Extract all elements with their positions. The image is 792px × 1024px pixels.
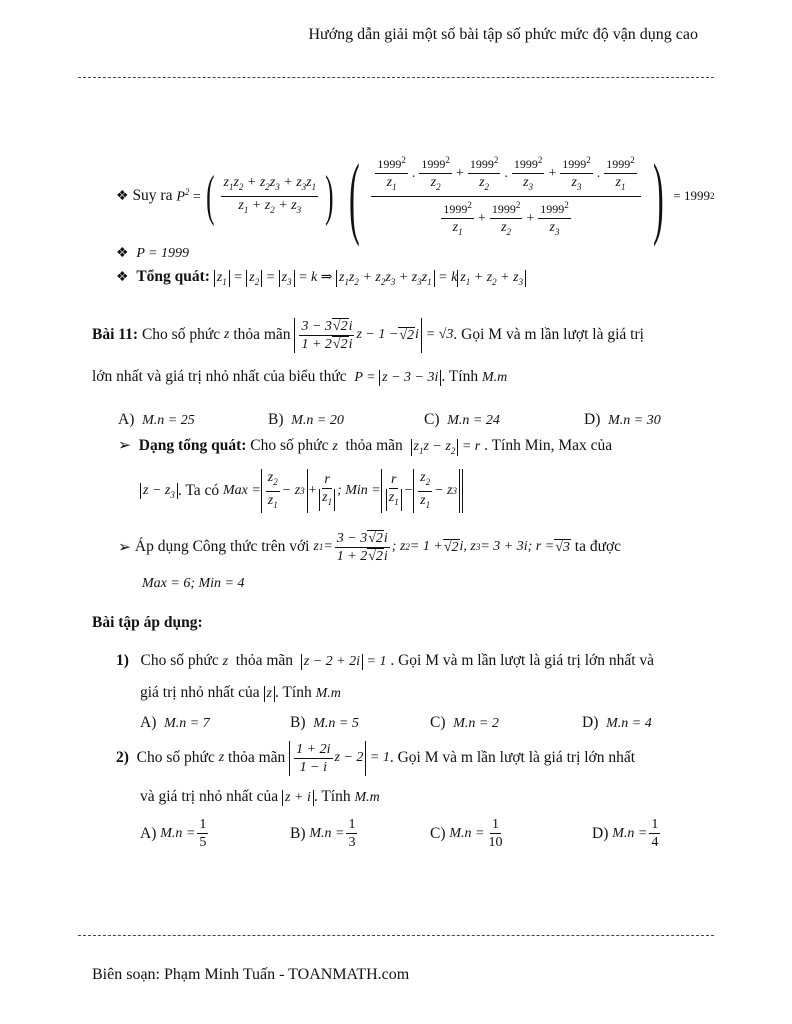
- bai11-answer-c: C) M.n = 24: [424, 411, 500, 428]
- dang-tong-quat-line1: ➢ Dạng tổng quát: Cho số phức z thỏa mãn $z_1z - z_2 = r$ . Tính Min, Max của: [118, 437, 613, 456]
- p-value-text: P = 1999: [136, 246, 190, 261]
- dang-result: Max = 6; Min = 4: [142, 576, 245, 591]
- bullet-tong-quat: [116, 268, 526, 287]
- diamond-bullet-icon: ❖: [116, 246, 129, 261]
- tong-quat-formula: $z_1 = z_2 = z_3 = k$ ⇒ $z_1z_2 + z_2z_3 + z_3z_1 = k$ $z_1 + z_2 + z_3$: [214, 270, 526, 285]
- bai11-condition: $\frac{3 - 3√2i}{1 + 2√2i}$ z − 1 − √2 i: [294, 318, 421, 353]
- bai11-line2: lớn nhất và giá trị nhỏ nhất của biểu thức P = z − 3 − 3i . Tính M.m: [92, 368, 508, 385]
- diamond-bullet-icon: ❖: [116, 270, 129, 285]
- bullet-suy-ra: ❖ Suy ra $P^2$ = ( $\frac{z_1z_2 + z_2z_3 + z_3z_1}{z_1 + z_2 + z_3}$ ) ( $\frac{1999^2}{z_1}$ . $\frac{1999^2}{z_2}$ + $\frac{1999^2}{z_2}$ . $\frac{1999^2}{z_3}$ + $\frac{1999^2}{z_3}$ . $\frac{1999^2}{z_1}$ $\frac{1999^2}{z_1}$ + $\frac{1999^2}{z_2}$ + $\frac{1999^2}{z_3}$ ) = 1999 2: [116, 145, 715, 247]
- exercise-2-condition: $\frac{1 + 2i}{1 - i}$ z − 2: [289, 741, 366, 776]
- bai11-text: thỏa mãn: [233, 326, 291, 343]
- dang-apply-line: ➢ Áp dụng Công thức trên với z 1 = $\frac{3 - 3√2i}{1 + 2√2i}$ ; z 2 = 1 + √2 i, z 3 = 3 + 3i; r = √3 ta được: [118, 530, 622, 564]
- formula-first-fraction: $\frac{z_1z_2 + z_2z_3 + z_3z_1}{z_1 + z_2 + z_3}$: [223, 174, 317, 215]
- exercise-1-answer-b: B) M.n = 5: [290, 714, 359, 731]
- suy-ra-label: Suy ra: [132, 187, 173, 204]
- exercise-2-answer-c: C) M.n = $\frac{1}{10}$: [430, 817, 503, 850]
- exercise-1-answer-a: A) M.n = 7: [140, 714, 210, 731]
- exercise-1-condition: z − 2 + 2i: [301, 654, 363, 670]
- exercise-1-line2: giá trị nhỏ nhất của z . Tính M.m: [140, 684, 341, 701]
- bullet-p-value: [116, 244, 189, 262]
- bai11-text: . Gọi M và m lần lượt là giá trị: [453, 326, 644, 343]
- bai11-answer-a: A) M.n = 25: [118, 411, 195, 428]
- exercise-2-answer-b: B) M.n = $\frac{1}{3}$: [290, 817, 356, 850]
- tong-quat-label: Tổng quát:: [136, 268, 210, 285]
- header-divider: [78, 77, 714, 78]
- arrow-bullet-icon: ➢: [118, 437, 131, 454]
- bai11-answer-b: B) M.n = 20: [268, 411, 344, 428]
- formula-second-fraction: $\frac{1999^2}{z_1}$ . $\frac{1999^2}{z_2}$ + $\frac{1999^2}{z_2}$ . $\frac{1999^2}{z_3}$ + $\frac{1999^2}{z_3}$ . $\frac{1999^2}{z_1}$ $\frac{1999^2}{z_1}$ + $\frac{1999^2}{z_2}$ + $\frac{1999^2}{z_3}$: [371, 152, 640, 241]
- formula-result: = 1999: [673, 188, 710, 203]
- formula-p-squared: $P^2$ =: [176, 186, 201, 205]
- footer-divider: [78, 935, 714, 936]
- exercise-1-answer-c: C) M.n = 2: [430, 714, 499, 731]
- exercise-2-line2: và giá trị nhỏ nhất của z + i . Tính M.m: [140, 788, 380, 805]
- footer-credit: Biên soạn: Phạm Minh Tuấn - TOANMATH.com: [92, 966, 410, 983]
- exercise-2-line1: 2) Cho số phức z thỏa mãn $\frac{1 + 2i}{1 - i}$ z − 2 = 1 . Gọi M và m lần lượt là giá trị lớn nhất: [116, 741, 636, 775]
- exercise-1-line1: 1) Cho số phức z thỏa mãn z − 2 + 2i = 1 . Gọi M và m lần lượt là giá trị lớn nhất và: [116, 652, 655, 669]
- max-min-formula: Max = $\frac{z_2}{z_1}$ − z 3 + $\frac{r}{z_1}$ ; Min = $\frac{r}{z_1}$ − $\frac{z_2}{z_1}$ − z 3: [223, 469, 463, 514]
- exercise-1-answer-d: D) M.n = 4: [582, 714, 652, 731]
- exercise-2-answer-a: A) M.n = $\frac{1}{5}$: [140, 817, 207, 850]
- bai11-answer-d: D) M.n = 30: [584, 411, 661, 428]
- dang-tong-quat-line2: $z - z_3$ . Ta có Max = $\frac{z_2}{z_1}$ − z 3 + $\frac{r}{z_1}$ ; Min = $\frac{r}{z_1}$ − $\frac{z_2}{z_1}$ − z 3: [140, 466, 463, 516]
- bai11-text: lớn nhất và giá trị nhỏ nhất của biểu thức: [92, 368, 347, 385]
- arrow-bullet-icon: ➢: [118, 538, 131, 556]
- exercise-2-answer-d: D) M.n = $\frac{1}{4}$: [592, 817, 659, 850]
- bai11-p-formula: P = z − 3 − 3i: [354, 370, 441, 385]
- apply-values: z 1 = $\frac{3 - 3√2i}{1 + 2√2i}$ ; z 2 = 1 + √2 i, z 3 = 3 + 3i; r = √3: [313, 530, 570, 564]
- dang-label: Dạng tổng quát:: [138, 437, 247, 454]
- bai11-line1: Bài 11: Cho số phức z thỏa mãn $\frac{3 - 3√2i}{1 + 2√2i}$ z − 1 − √2 i = √3 . Gọi M và m lần lượt là giá trị: [92, 318, 644, 352]
- exercises-heading: Bài tập áp dụng:: [92, 614, 203, 631]
- diamond-bullet-icon: ❖: [116, 188, 129, 204]
- bai11-label: Bài 11:: [92, 326, 139, 343]
- dang-condition: $z_1z - z_2$: [411, 439, 459, 456]
- page-header-title: Hướng dẫn giải một số bài tập số phức mức độ vận dụng cao: [308, 26, 698, 43]
- bai11-text: Cho số phức: [141, 326, 221, 343]
